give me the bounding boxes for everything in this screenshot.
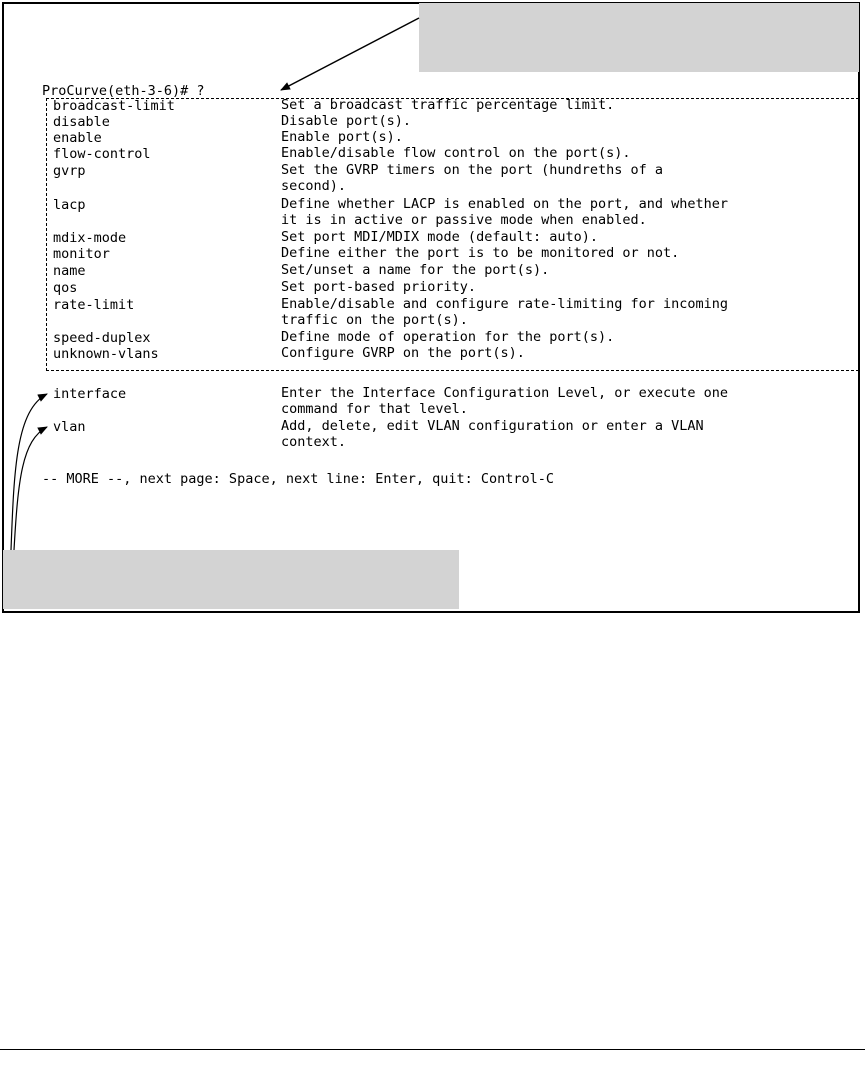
command-description: Disable port(s). xyxy=(281,113,412,129)
command-name: enable xyxy=(53,130,102,146)
command-name: disable xyxy=(53,114,110,130)
command-name: lacp xyxy=(53,197,86,213)
command-name: interface xyxy=(53,386,127,402)
command-name: speed-duplex xyxy=(53,330,151,346)
command-description: Define either the port is to be monitored or not. xyxy=(281,245,680,261)
more-pager-line: -- MORE --, next page: Space, next line: Enter, quit: Control-C xyxy=(42,471,555,487)
command-description: Set the GVRP timers on the port (hundreths of a second). xyxy=(281,162,664,194)
command-description: Enable/disable and configure rate-limiting for incoming traffic on the port(s). xyxy=(281,296,729,328)
command-description: Enable/disable flow control on the port(s). xyxy=(281,145,631,161)
command-description: Define mode of operation for the port(s). xyxy=(281,329,615,345)
command-description: Set port MDI/MDIX mode (default: auto). xyxy=(281,229,598,245)
command-name: qos xyxy=(53,280,78,296)
command-description: Add, delete, edit VLAN configuration or enter a VLAN context. xyxy=(281,418,704,450)
command-name: unknown-vlans xyxy=(53,346,159,362)
cli-prompt: ProCurve(eth-3-6)# ? xyxy=(42,83,205,99)
command-name: monitor xyxy=(53,246,110,262)
command-name: gvrp xyxy=(53,163,86,179)
command-description: Set/unset a name for the port(s). xyxy=(281,262,550,278)
command-description: Configure GVRP on the port(s). xyxy=(281,345,525,361)
command-description: Define whether LACP is enabled on the port, and whether it is in active or passive mode when enabled. xyxy=(281,196,729,228)
command-name: flow-control xyxy=(53,146,151,162)
command-name: broadcast-limit xyxy=(53,98,175,114)
command-name: vlan xyxy=(53,419,86,435)
command-description: Enter the Interface Configuration Level, or execute one command for that level. xyxy=(281,385,729,417)
command-description: Set port-based priority. xyxy=(281,279,477,295)
command-name: rate-limit xyxy=(53,297,135,313)
command-description: Set a broadcast traffic percentage limit. xyxy=(281,97,615,113)
page-bottom-rule xyxy=(0,1049,865,1050)
command-name: mdix-mode xyxy=(53,230,127,246)
command-name: name xyxy=(53,263,86,279)
command-description: Enable port(s). xyxy=(281,129,403,145)
